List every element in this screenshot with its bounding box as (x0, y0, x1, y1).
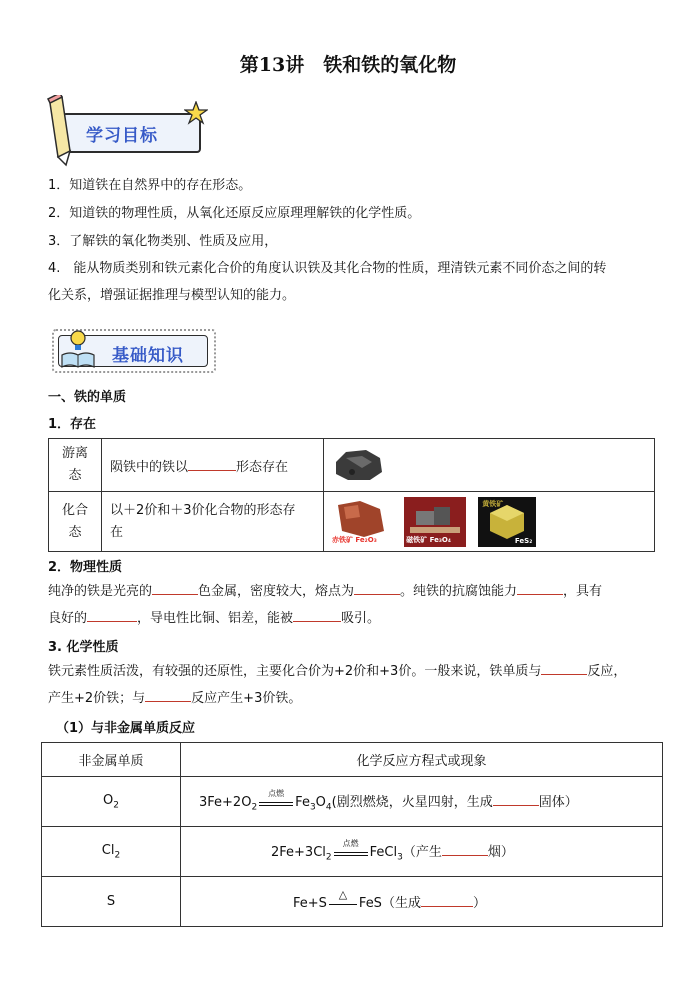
learning-goals-badge (44, 95, 209, 165)
badge-label: 学习目标 (86, 126, 158, 146)
answer-blank[interactable] (87, 608, 137, 622)
row-head: 游离 态 (49, 439, 102, 492)
goal-4: 4. 能从物质类别和铁元素化合价的角度认识铁及其化合物的性质，理清铁元素不同价态之间的转 (48, 261, 607, 276)
basic-knowledge-badge (50, 325, 220, 377)
answer-blank[interactable] (152, 581, 198, 595)
goal-1: 1．知道铁在自然界中的存在形态。 (48, 178, 252, 193)
equation-cell (181, 827, 663, 877)
reaction-arrow: △ (329, 897, 357, 911)
answer-blank[interactable] (145, 688, 191, 702)
answer-blank[interactable] (188, 457, 236, 471)
chemical-line-1: 铁元素性质活泼，有较强的还原性，主要化合价为+2价和+3价。一般来说，铁单质与 反应， (48, 661, 626, 682)
goal-2: 2．知道铁的物理性质，从氧化还原反应原理理解铁的化学性质。 (48, 206, 421, 221)
sub-heading-chemical: 3. 化学性质 (48, 640, 119, 655)
answer-blank[interactable] (442, 842, 488, 856)
row-image (324, 439, 655, 492)
sub-heading-nonmetal: （1）与非金属单质反应 (56, 721, 196, 736)
section-heading: 一、铁的单质 (48, 390, 127, 405)
badge-label: 基础知识 (112, 346, 184, 366)
lightbulb-book-icon (58, 327, 98, 371)
table-row (42, 827, 663, 877)
physical-line-1: 纯净的铁是光亮的 色金属，密度较大，熔点为 。纯铁的抗腐蚀能力 ，具有 (48, 581, 602, 602)
pyrite-image: 黄铁矿 FeS₂ (478, 497, 536, 547)
row-desc: 以＋2价和＋3价化合物的形态存 在 (102, 492, 324, 552)
row-head: 化合 态 (49, 492, 102, 552)
goal-3: 3．了解铁的氧化物类别、性质及应用， (48, 234, 278, 249)
equation-o2: $3Fe+2O_2$ 点燃 $Fe_3O_4$(剧烈燃烧，火星四射，生成 固体） (199, 789, 578, 813)
table-row (42, 877, 663, 927)
answer-blank[interactable] (493, 792, 539, 806)
table-row (49, 439, 655, 492)
star-icon (184, 101, 208, 125)
sub-heading-existence: 1．存在 (48, 417, 97, 432)
physical-line-2: 良好的 ，导电性比铜、铝差，能被 吸引。 (48, 608, 380, 629)
row-desc: 陨铁中的铁以 形态存在 (102, 439, 324, 492)
answer-blank[interactable] (354, 581, 400, 595)
sub-heading-physical: 2．物理性质 (48, 560, 123, 575)
reaction-arrow: 点燃 (334, 845, 368, 859)
answer-blank[interactable] (293, 608, 341, 622)
column-header: 非金属单质 (42, 743, 181, 777)
answer-blank[interactable] (541, 661, 587, 675)
page-title: 第13讲 铁和铁的氧化物 (239, 54, 457, 76)
column-header: 化学反应方程式或现象 (181, 743, 663, 777)
nonmetal-cell: S (42, 877, 181, 927)
nonmetal-cell: $O_2$ (42, 777, 181, 827)
goal-4-cont: 化关系，增强证据推理与模型认知的能力。 (48, 288, 296, 303)
table-row (49, 492, 655, 552)
equation-cl2: $2Fe+3Cl_2$ 点燃 FeCl$_3$（产生 烟） (271, 839, 514, 863)
hematite-image: 赤铁矿 Fe₂O₃ (330, 497, 392, 547)
table-row (42, 777, 663, 827)
answer-blank[interactable] (421, 893, 473, 907)
equation-cell (181, 877, 663, 927)
existence-table (48, 438, 655, 552)
magnetite-image: 磁铁矿 Fe₃O₄ (404, 497, 466, 547)
equation-s: Fe+S △ FeS（生成 ） (293, 887, 486, 911)
reaction-arrow: 点燃 (259, 795, 293, 809)
row-images (324, 492, 655, 552)
pencil-icon (44, 95, 74, 167)
nonmetal-reaction-table (41, 742, 663, 927)
equation-cell (181, 777, 663, 827)
nonmetal-cell: $Cl_2$ (42, 827, 181, 877)
meteorite-image (332, 448, 384, 482)
table-header-row (42, 743, 663, 777)
answer-blank[interactable] (517, 581, 563, 595)
chemical-line-2: 产生+2价铁；与 反应产生+3价铁。 (48, 688, 301, 709)
